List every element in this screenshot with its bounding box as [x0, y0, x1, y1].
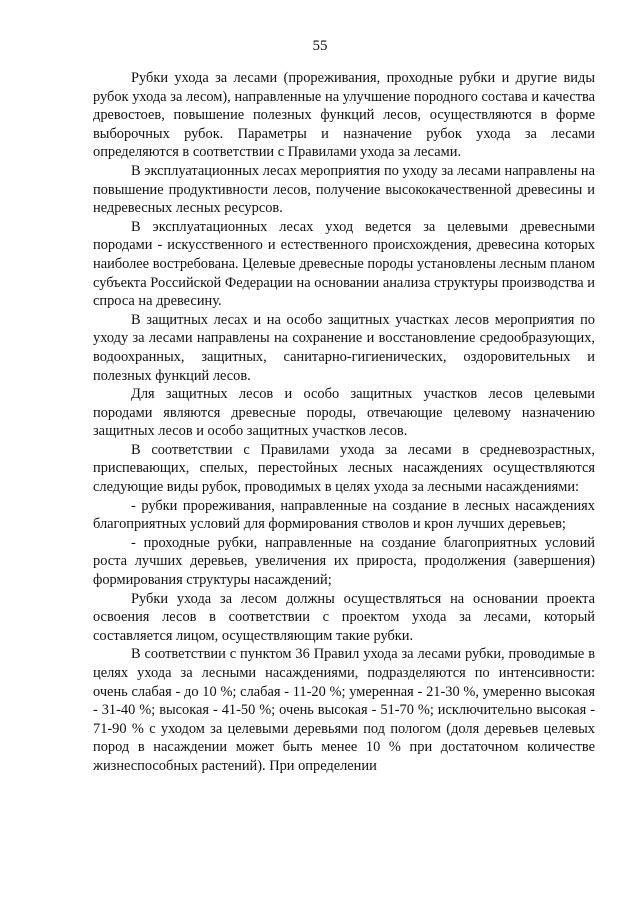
- paragraph-target-species-exploitation: В эксплуатационных лесах уход ведется за целевыми древесными породами - искусственного и естественного происхождения, древесина которых наиболее востребована. Целевые древесные породы установлены лесным планом субъекта Российской Федерации на основании анализа структуры производства и спроса на древесину.: [93, 218, 595, 310]
- document-body: [93, 69, 595, 776]
- paragraph-target-species-protective: Для защитных лесов и особо защитных участков лесов целевыми породами являются древесные породы, отвечающие целевому назначению защитных лесов и особо защитных участков лесов.: [93, 386, 595, 440]
- list-item-thinning: - рубки прореживания, направленные на создание в лесных насаждениях благоприятных условий для формирования стволов и крон лучших деревьев;: [93, 497, 595, 533]
- paragraph-protective-forests-goals: В защитных лесах и на особо защитных участках лесов мероприятия по уходу за лесами направлены на сохранение и восстановление средообразующих, водоохранных, защитных, санитарно-гигиенических, оздоровительных и полезных функций лесов.: [93, 311, 595, 384]
- page-number: 55: [312, 38, 328, 54]
- paragraph-cutting-types-intro: В соответствии с Правилами ухода за лесами в средневозрастных, приспевающих, спелых, перестойных лесных насаждениях осуществляются следующие виды рубок, проводимых в целях ухода за лесными насаждениями:: [93, 441, 595, 496]
- paragraph-exploitation-forests-goals: В эксплуатационных лесах мероприятия по уходу за лесами направлены на повышение продуктивности лесов, получение высококачественной древесины и недревесных лесных ресурсов.: [93, 162, 595, 217]
- paragraph-intensity-classes: В соответствии с пунктом 36 Правил ухода за лесами рубки, проводимые в целях ухода за лесными насаждениями, подразделяются по интенсивности: очень слабая - до 10 %; слабая - 11-20 %; умеренная - 21-30 %, умеренно высокая - 31-40 %; высокая - 41-50 %; очень высокая - 51-70 %; исключительно высокая - 71-90 % с уходом за целевыми деревьями под пологом (доля деревьев целевых пород в насаждении может быть менее 10 % при достаточном количестве жизнеспособных растений). При определении: [93, 646, 595, 774]
- paragraph-thinning-overview: Рубки ухода за лесами (прореживания, проходные рубки и другие виды рубок ухода за лесом), направленные на улучшение породного состава и качества древостоев, повышение полезных функций лесов, осуществляются в форме выборочных рубок. Параметры и назначение рубок ухода за лесами определяются в соответствии с Правилами ухода за лесами.: [93, 70, 595, 161]
- paragraph-project-basis: Рубки ухода за лесом должны осуществляться на основании проекта освоения лесов в соответствии с проектом ухода за лесами, который составляется лицом, осуществляющим такие рубки.: [93, 590, 595, 644]
- list-item-passage-cutting: - проходные рубки, направленные на создание благоприятных условий роста лучших деревьев, увеличения их прироста, продолжения (завершения) формирования структуры насаждений;: [93, 534, 595, 589]
